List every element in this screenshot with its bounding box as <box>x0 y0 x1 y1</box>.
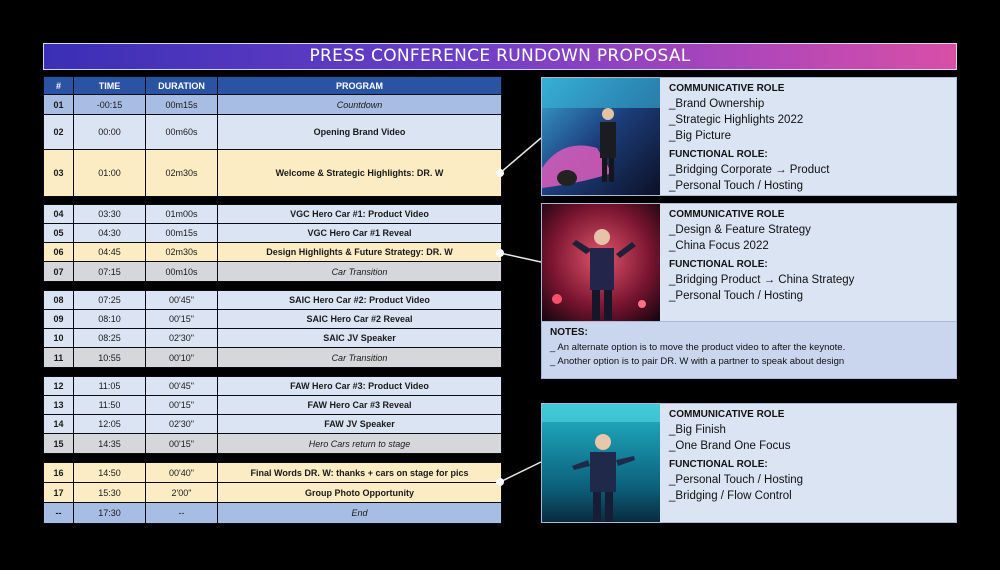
cell-program: FAW Hero Car #3: Product Video <box>218 377 502 396</box>
cell-program: FAW JV Speaker <box>218 415 502 434</box>
cell-num: 12 <box>44 377 74 396</box>
cell-num: 01 <box>44 95 74 115</box>
cell-program: VGC Hero Car #1: Product Video <box>218 205 502 224</box>
cell-time: 10:55 <box>74 348 146 368</box>
cell-duration: 00'45" <box>146 291 218 310</box>
cell-num: 08 <box>44 291 74 310</box>
cell-time: 03:30 <box>74 205 146 224</box>
role-item: _Bridging / Flow Control <box>669 490 792 502</box>
cell-duration: 00m15s <box>146 95 218 115</box>
cell-program: Opening Brand Video <box>218 115 502 150</box>
cell-program: Final Words DR. W: thanks + cars on stage for pics <box>218 463 502 483</box>
cell-program: End <box>218 503 502 524</box>
cell-num: 17 <box>44 483 74 503</box>
cell-time: 08:10 <box>74 310 146 329</box>
cell-program: Hero Cars return to stage <box>218 434 502 454</box>
cell-duration: 00m10s <box>146 262 218 282</box>
cell-duration: 00'10" <box>146 348 218 368</box>
cell-duration: 02m30s <box>146 243 218 262</box>
role-item: _Personal Touch / Hosting <box>669 474 804 486</box>
cell-num: 05 <box>44 224 74 243</box>
cell-num: 14 <box>44 415 74 434</box>
notes-heading: NOTES: <box>550 327 588 338</box>
cell-time: 11:05 <box>74 377 146 396</box>
cell-time: 17:30 <box>74 503 146 524</box>
cell-duration: 00'15" <box>146 434 218 454</box>
cell-duration: 02'30" <box>146 415 218 434</box>
cell-num: 09 <box>44 310 74 329</box>
note-item: _ Another option is to pair DR. W with a partner to speak about design <box>550 356 845 367</box>
cell-num: 04 <box>44 205 74 224</box>
cell-num: 06 <box>44 243 74 262</box>
cell-num: 03 <box>44 150 74 197</box>
cell-time: 04:30 <box>74 224 146 243</box>
cell-num: 07 <box>44 262 74 282</box>
cell-duration: 2'00" <box>146 483 218 503</box>
role-item: _Personal Touch / Hosting <box>669 290 804 302</box>
cell-duration: 00m60s <box>146 115 218 150</box>
cell-program: SAIC Hero Car #2 Reveal <box>218 310 502 329</box>
functional-role-heading: FUNCTIONAL ROLE: <box>669 459 768 470</box>
cell-duration: -- <box>146 503 218 524</box>
cell-duration: 02'30" <box>146 329 218 348</box>
cell-time: 08:25 <box>74 329 146 348</box>
role-item: _Strategic Highlights 2022 <box>669 114 804 126</box>
communicative-role-heading: COMMUNICATIVE ROLE <box>669 209 785 220</box>
cell-num: 15 <box>44 434 74 454</box>
connector-dot-2 <box>496 249 504 257</box>
role-item: _China Focus 2022 <box>669 240 769 252</box>
cell-num: 13 <box>44 396 74 415</box>
cell-time: 01:00 <box>74 150 146 197</box>
cell-program: Group Photo Opportunity <box>218 483 502 503</box>
functional-role-heading: FUNCTIONAL ROLE: <box>669 259 768 270</box>
role-item: _Design & Feature Strategy <box>669 224 811 236</box>
cell-time: 07:25 <box>74 291 146 310</box>
connector-line-1 <box>500 138 541 173</box>
role-item: _Bridging Corporate → Product <box>669 164 830 176</box>
role-item: _One Brand One Focus <box>669 440 791 452</box>
cell-program: Welcome & Strategic Highlights: DR. W <box>218 150 502 197</box>
column-header-duration: DURATION <box>146 77 218 95</box>
cell-program: SAIC Hero Car #2: Product Video <box>218 291 502 310</box>
connector-dot-3 <box>496 478 504 486</box>
cell-time: 04:45 <box>74 243 146 262</box>
cell-duration: 00m15s <box>146 224 218 243</box>
cell-time: -00:15 <box>74 95 146 115</box>
cell-program: Car Transition <box>218 348 502 368</box>
communicative-role-heading: COMMUNICATIVE ROLE <box>669 83 785 94</box>
cell-time: 14:50 <box>74 463 146 483</box>
role-item: _Brand Ownership <box>669 98 765 110</box>
cell-duration: 00'15" <box>146 396 218 415</box>
role-item: _Personal Touch / Hosting <box>669 180 804 192</box>
cell-time: 07:15 <box>74 262 146 282</box>
cell-duration: 00'40" <box>146 463 218 483</box>
note-item: _ An alternate option is to move the product video to after the keynote. <box>550 342 846 353</box>
cell-program: VGC Hero Car #1 Reveal <box>218 224 502 243</box>
cell-program: Design Highlights & Future Strategy: DR. W <box>218 243 502 262</box>
role-item: _Bridging Product → China Strategy <box>669 274 855 286</box>
cell-time: 00:00 <box>74 115 146 150</box>
cell-program: Countdown <box>218 95 502 115</box>
cell-program: Car Transition <box>218 262 502 282</box>
cell-time: 11:50 <box>74 396 146 415</box>
functional-role-heading: FUNCTIONAL ROLE: <box>669 149 768 160</box>
connector-line-3 <box>500 462 541 482</box>
cell-num: 11 <box>44 348 74 368</box>
connector-dot-1 <box>496 169 504 177</box>
connector-line-2 <box>500 253 541 262</box>
cell-num: 16 <box>44 463 74 483</box>
column-header-num: # <box>44 77 74 95</box>
role-item: _Big Finish <box>669 424 726 436</box>
cell-duration: 01m00s <box>146 205 218 224</box>
role-item: _Big Picture <box>669 130 732 142</box>
cell-time: 12:05 <box>74 415 146 434</box>
cell-duration: 02m30s <box>146 150 218 197</box>
cell-program: FAW Hero Car #3 Reveal <box>218 396 502 415</box>
column-header-program: PROGRAM <box>218 77 502 95</box>
cell-program: SAIC JV Speaker <box>218 329 502 348</box>
column-header-time: TIME <box>74 77 146 95</box>
page-title: PRESS CONFERENCE RUNDOWN PROPOSAL <box>43 43 957 70</box>
cell-num: 02 <box>44 115 74 150</box>
cell-duration: 00'45" <box>146 377 218 396</box>
cell-time: 14:35 <box>74 434 146 454</box>
cell-num: 10 <box>44 329 74 348</box>
cell-time: 15:30 <box>74 483 146 503</box>
cell-num: -- <box>44 503 74 524</box>
cell-duration: 00'15" <box>146 310 218 329</box>
communicative-role-heading: COMMUNICATIVE ROLE <box>669 409 785 420</box>
